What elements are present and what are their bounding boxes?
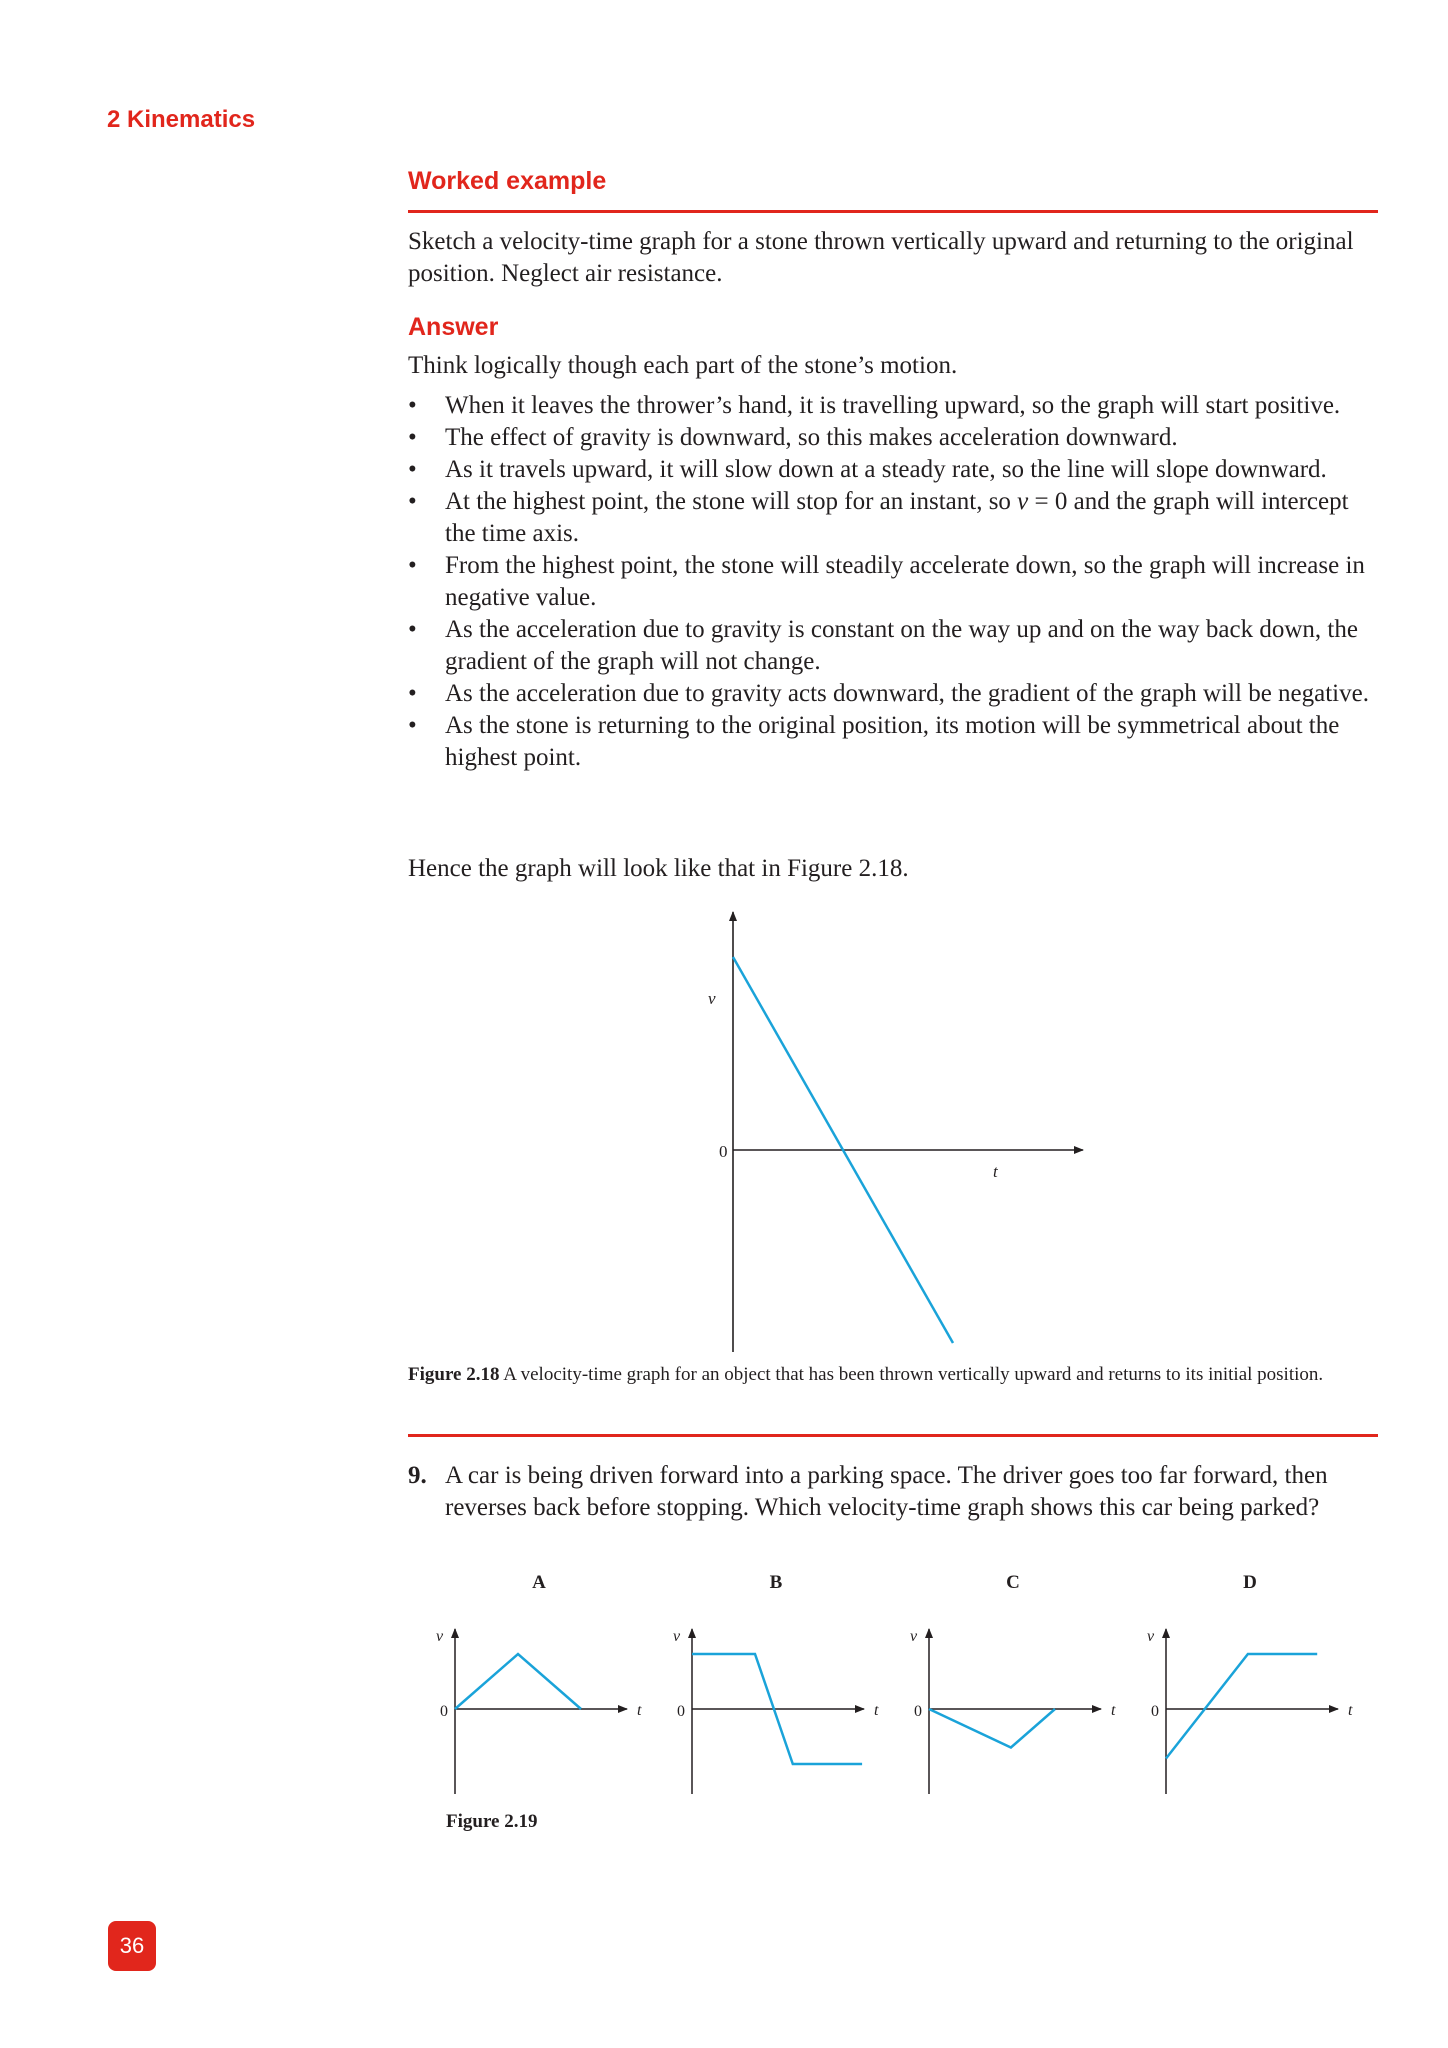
panel-x-label: t — [637, 1702, 642, 1719]
conclusion-text: Hence the graph will look like that in Figure 2.18. — [408, 855, 909, 882]
option-b-label[interactable]: B — [769, 1572, 783, 1593]
x-axis-label: t — [993, 1162, 998, 1181]
page-number: 36 — [108, 1921, 156, 1971]
figure-2-18-caption — [408, 1361, 1378, 1388]
bullet-item: • The effect of gravity is downward, so this makes acceleration downward. — [408, 422, 1378, 454]
worked-example-bottom-rule — [408, 1434, 1378, 1437]
y-axis-label: v — [708, 989, 716, 1008]
panel-x-label: t — [1348, 1702, 1353, 1719]
option-c-label[interactable]: C — [1006, 1572, 1020, 1593]
option-d-label[interactable]: D — [1243, 1572, 1257, 1593]
panel-origin-label: 0 — [440, 1703, 448, 1720]
panel-y-label: v — [1147, 1628, 1155, 1645]
velocity-symbol: v — [1017, 488, 1029, 515]
bullet-text-after: = 0 and the graph will intercept the time axis. — [445, 488, 1349, 547]
bullet-item: • As it travels upward, it will slow down at a steady rate, so the line will slope downward. — [408, 454, 1378, 486]
bullet-item: • As the stone is returning to the original position, its motion will be symmetrical about the highest point. — [408, 710, 1378, 774]
bullet-item: • As the acceleration due to gravity acts downward, the gradient of the graph will be negative. — [408, 678, 1378, 710]
bullet-item: • From the highest point, the stone will steadily accelerate down, so the graph will increase in negative value. — [408, 550, 1378, 614]
panel-x-label: t — [1111, 1702, 1116, 1719]
question-number: 9. — [408, 1462, 427, 1489]
chapter-label: 2 Kinematics — [107, 106, 256, 133]
option-a-label[interactable]: A — [532, 1572, 546, 1593]
origin-label: 0 — [719, 1142, 728, 1161]
figure-2-18-label: Figure 2.18 — [408, 1364, 500, 1385]
figure-2-19-label: Figure 2.19 — [446, 1811, 538, 1832]
bullet-item: • When it leaves the thrower’s hand, it is travelling upward, so the graph will start positive. — [408, 390, 1378, 422]
panel-velocity-line — [929, 1709, 1055, 1748]
panel-x-label: t — [874, 1702, 879, 1719]
panel-velocity-line — [455, 1654, 581, 1709]
panel-origin-label: 0 — [677, 1703, 685, 1720]
panel-velocity-line — [1166, 1654, 1317, 1759]
worked-example-title: Worked example — [408, 167, 607, 195]
figure-2-18-caption-text: A velocity-time graph for an object that has been thrown vertically upward and returns to its initial position. — [503, 1364, 1324, 1385]
panel-origin-label: 0 — [914, 1703, 922, 1720]
panel-y-label: v — [673, 1628, 681, 1645]
bullet-item: • As the acceleration due to gravity is constant on the way up and on the way back down, the gradient of the graph will not change. — [408, 614, 1378, 678]
answer-title: Answer — [408, 313, 499, 341]
answer-intro: Think logically though each part of the stone’s motion. — [408, 352, 958, 379]
panel-y-label: v — [910, 1628, 918, 1645]
panel-origin-label: 0 — [1151, 1703, 1159, 1720]
question-9-text: A car is being driven forward into a parking space. The driver goes too far forward, then reverses back before stopping. Which velocity-time graph shows this car being parked? — [445, 1462, 1328, 1521]
bullet-text-before: At the highest point, the stone will stop for an instant, so — [445, 488, 1018, 515]
worked-example-question: Sketch a velocity-time graph for a stone thrown vertically upward and returning to the original position. Neglect air resistance. — [408, 228, 1354, 287]
panel-y-label: v — [436, 1628, 444, 1645]
